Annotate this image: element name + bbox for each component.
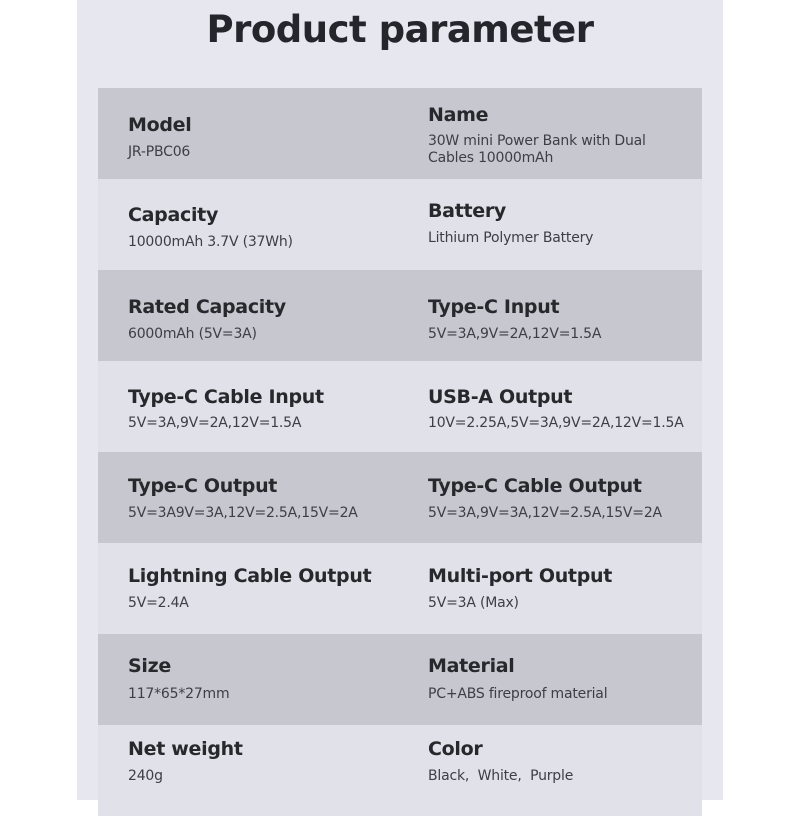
param-cell: [128, 634, 418, 725]
param-cell: [128, 361, 418, 452]
param-cell: [128, 543, 418, 634]
param-label: Capacity: [128, 204, 219, 226]
param-label: Multi-port Output: [428, 565, 613, 587]
param-value: JR-PBC06: [128, 144, 191, 160]
param-value: Lithium Polymer Battery: [428, 230, 594, 246]
param-cell: [128, 452, 418, 543]
param-cell: [428, 543, 696, 634]
param-cell: [128, 725, 418, 816]
param-value: 5V=3A,9V=3A,12V=2.5A,15V=2A: [428, 505, 662, 521]
table-row: [98, 270, 702, 361]
table-row: [98, 452, 702, 543]
param-label: Type-C Cable Input: [128, 386, 324, 408]
param-value: 5V=3A,9V=2A,12V=1.5A: [128, 415, 302, 431]
param-label: Rated Capacity: [128, 296, 286, 318]
param-cell: [428, 452, 696, 543]
param-cell: [128, 88, 418, 179]
param-label: Size: [128, 655, 171, 677]
table-row: [98, 361, 702, 452]
param-label: USB-A Output: [428, 386, 573, 408]
parameter-table: [98, 88, 702, 816]
table-row: [98, 634, 702, 725]
param-value: PC+ABS fireproof material: [428, 686, 608, 702]
param-cell: [128, 270, 418, 361]
table-row: [98, 179, 702, 270]
param-cell: [428, 88, 696, 179]
param-label: Lightning Cable Output: [128, 565, 372, 587]
table-row: [98, 543, 702, 634]
param-value: 240g: [128, 768, 163, 784]
param-value: Black, White, Purple: [428, 768, 574, 784]
param-value: 5V=3A,9V=2A,12V=1.5A: [428, 326, 602, 342]
param-value: 10V=2.25A,5V=3A,9V=2A,12V=1.5A: [428, 415, 684, 431]
param-label: Name: [428, 104, 489, 126]
param-value: 30W mini Power Bank with Dual Cables 10000mAh: [428, 133, 646, 166]
param-value: 117*65*27mm: [128, 686, 230, 702]
param-cell: [428, 361, 696, 452]
page-title: Product parameter: [206, 7, 594, 51]
param-value: 5V=3A9V=3A,12V=2.5A,15V=2A: [128, 505, 358, 521]
param-value: 10000mAh 3.7V (37Wh): [128, 234, 293, 250]
param-label: Type-C Input: [428, 296, 560, 318]
param-cell: [428, 634, 696, 725]
param-cell: [128, 179, 418, 270]
table-row: [98, 725, 702, 816]
param-label: Color: [428, 738, 483, 760]
param-label: Battery: [428, 200, 507, 222]
param-label: Type-C Output: [128, 475, 278, 497]
table-row: [98, 88, 702, 179]
param-cell: [428, 270, 696, 361]
param-value: 5V=2.4A: [128, 595, 189, 611]
param-value: 5V=3A (Max): [428, 595, 519, 611]
param-label: Type-C Cable Output: [428, 475, 642, 497]
param-value: 6000mAh (5V=3A): [128, 326, 257, 342]
param-cell: [428, 179, 696, 270]
param-label: Material: [428, 655, 515, 677]
param-label: Model: [128, 114, 192, 136]
param-label: Net weight: [128, 738, 243, 760]
param-cell: [428, 725, 696, 816]
